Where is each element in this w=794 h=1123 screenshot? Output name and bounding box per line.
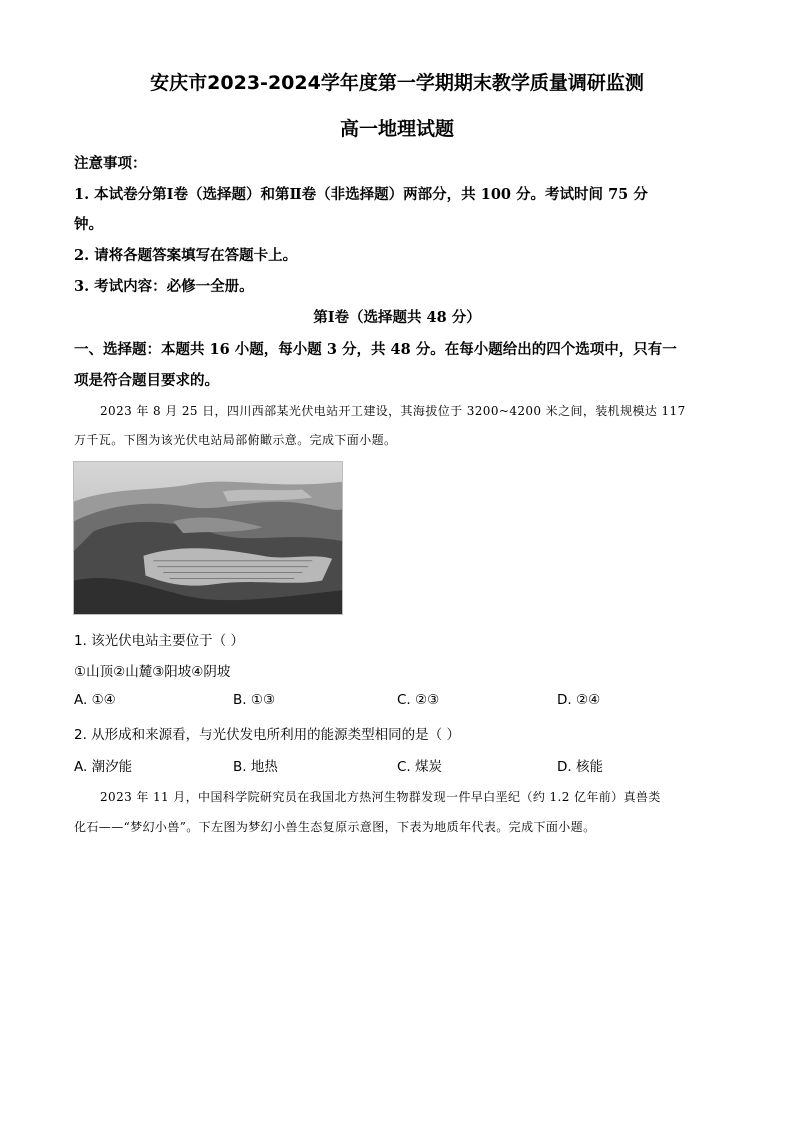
section-instruction-cont: 项是符合题目要求的。	[74, 372, 219, 389]
question-1-statements: ①山顶②山麓③阳坡④阴坡	[74, 664, 231, 680]
aerial-photo-solar-station-icon	[74, 462, 342, 614]
question-2-option-a[interactable]: A. 潮汐能	[74, 759, 133, 775]
passage-2-line-1: 2023 年 11 月，中国科学院研究员在我国北方热河生物群发现一件早白垩纪（约 1.2 亿年前）真兽类	[100, 790, 661, 804]
section-instruction: 一、选择题：本题共 16 小题，每小题 3 分，共 48 分。在每小题给出的四个选项中，只有一	[74, 341, 677, 358]
question-1-stem: 1. 该光伏电站主要位于（ ）	[74, 633, 244, 649]
section-title: 第Ⅰ卷（选择题共 48 分）	[313, 309, 481, 326]
aerial-photo	[73, 461, 343, 615]
passage-1-line-2: 万千瓦。下图为该光伏电站局部俯瞰示意。完成下面小题。	[74, 433, 397, 447]
notes-item-1: 1. 本试卷分第Ⅰ卷（选择题）和第Ⅱ卷（非选择题）两部分，共 100 分。考试时间 75 分	[74, 186, 648, 203]
passage-1-line-1: 2023 年 8 月 25 日，四川西部某光伏电站开工建设，其海拔位于 3200~4200 米之间，装机规模达 117	[100, 404, 686, 418]
page-subtitle: 高一地理试题	[339, 118, 454, 140]
notes-item-3: 3. 考试内容：必修一全册。	[74, 278, 254, 295]
page-title: 安庆市2023-2024学年度第一学期期末教学质量调研监测	[150, 72, 644, 94]
notes-heading: 注意事项：	[74, 155, 147, 172]
question-1-option-d[interactable]: D. ②④	[557, 692, 601, 708]
question-1-option-b[interactable]: B. ①③	[233, 692, 276, 708]
notes-item-1-cont: 钟。	[74, 216, 103, 233]
question-2-option-b[interactable]: B. 地热	[233, 759, 278, 775]
question-2-stem: 2. 从形成和来源看，与光伏发电所利用的能源类型相同的是（ ）	[74, 727, 460, 743]
passage-2-line-2: 化石——“梦幻小兽”。下左图为梦幻小兽生态复原示意图，下表为地质年代表。完成下面小题。	[74, 820, 596, 834]
question-2-option-d[interactable]: D. 核能	[557, 759, 603, 775]
question-1-option-c[interactable]: C. ②③	[397, 692, 440, 708]
question-1-option-a[interactable]: A. ①④	[74, 692, 116, 708]
notes-item-2: 2. 请将各题答案填写在答题卡上。	[74, 247, 298, 264]
question-2-option-c[interactable]: C. 煤炭	[397, 759, 443, 775]
